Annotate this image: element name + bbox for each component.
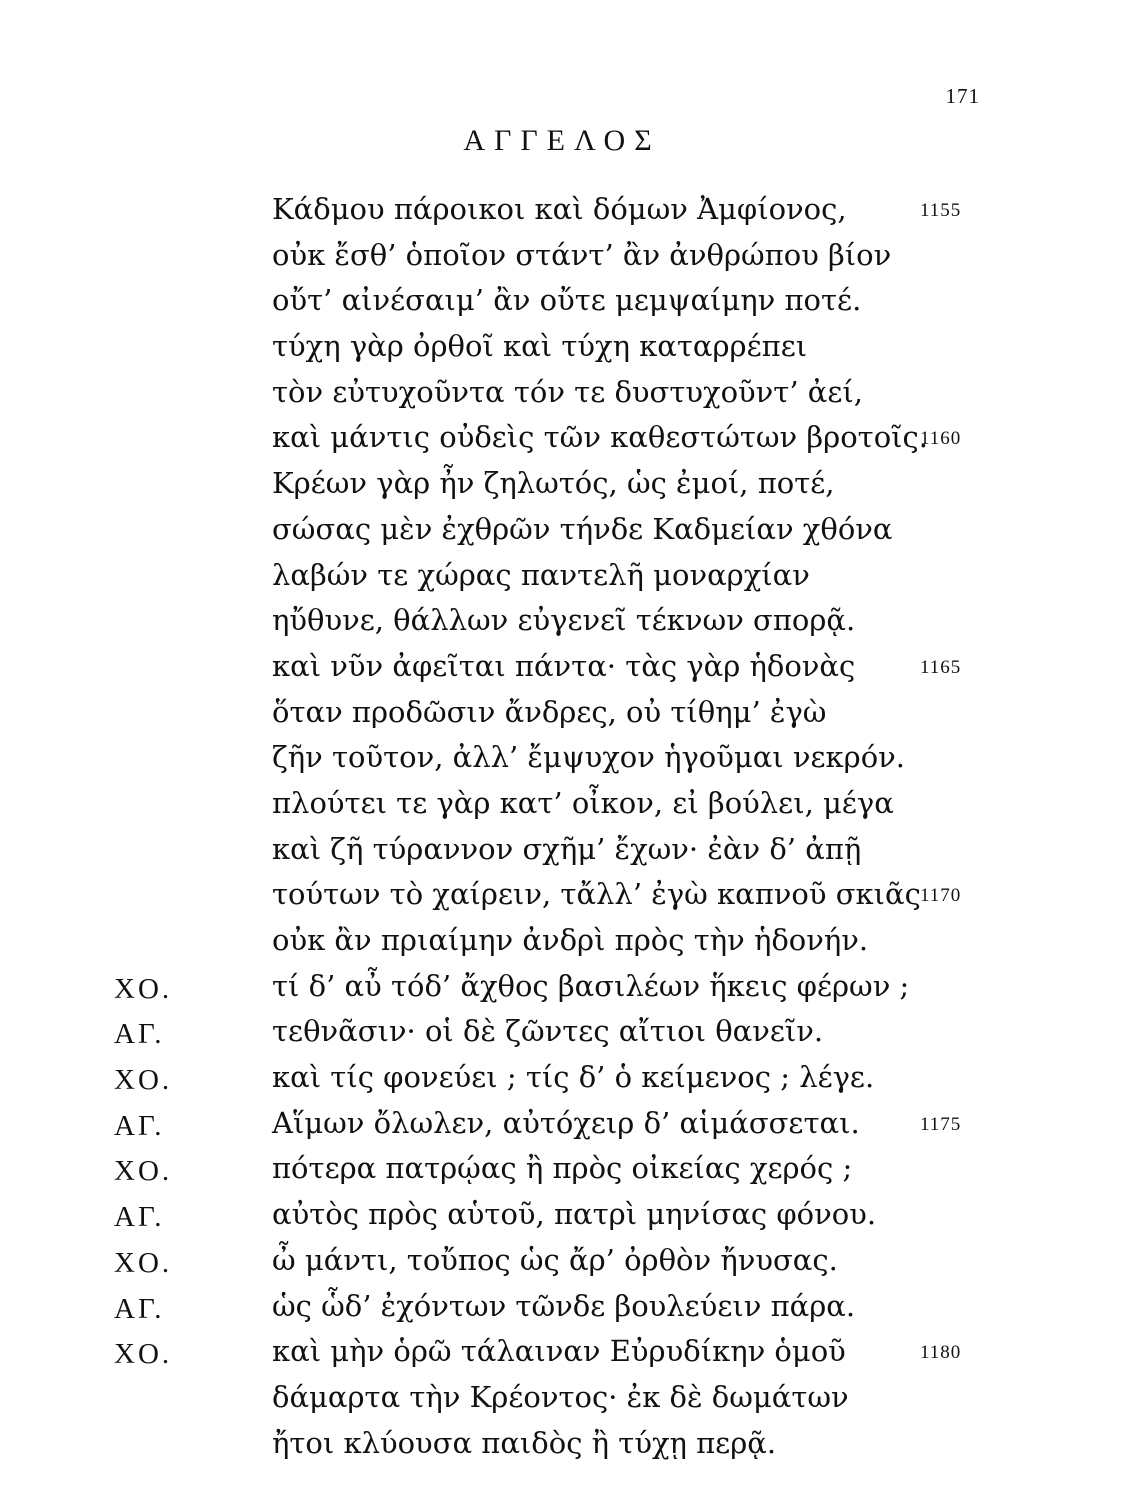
line-number: 1160 xyxy=(920,428,962,450)
verse-text: ὅταν προδῶσιν ἄνδρες, οὐ τίθημ’ ἐγὼ xyxy=(272,694,827,729)
line-number: 1180 xyxy=(920,1342,962,1364)
verse-text: ὦ μάντι, τοὔπος ὡς ἄρ’ ὀρθὸν ἤνυσας. xyxy=(272,1242,838,1277)
verse-text: σώσας μὲν ἐχθρῶν τήνδε Καδμείαν χθόνα xyxy=(272,511,893,546)
verse-text: αὐτὸς πρὸς αὑτοῦ, πατρὶ μηνίσας φόνου. xyxy=(272,1197,877,1232)
verse-line xyxy=(0,1376,1124,1422)
line-number: 1155 xyxy=(920,200,962,221)
verse-line xyxy=(0,234,1124,280)
speaker-label: ΧΟ. xyxy=(114,972,173,1005)
verse-line xyxy=(0,1193,1124,1239)
verse-text: Κάδμου πάροικοι καὶ δόμων Ἀμφίονος, xyxy=(272,192,847,226)
verse-line xyxy=(0,1422,1124,1468)
verse-line xyxy=(0,599,1124,645)
page-number: 171 xyxy=(945,84,980,108)
verse-line xyxy=(0,828,1124,874)
verse-line xyxy=(0,1147,1124,1193)
speaker-label: ΑΓ. xyxy=(114,1201,165,1234)
verse-text: Κρέων γὰρ ἦν ζηλωτός, ὡς ἐμοί, ποτέ, xyxy=(272,466,835,501)
verse-line xyxy=(0,1102,1124,1148)
verse-text: δάμαρτα τὴν Κρέοντος· ἐκ δὲ δωμάτων xyxy=(272,1379,849,1414)
verse-line xyxy=(0,279,1124,325)
verse-line xyxy=(0,919,1124,965)
verse-text: οὐκ ἔσθ’ ὁποῖον στάντ’ ἂν ἀνθρώπου βίον xyxy=(272,237,892,272)
verse-text: τί δ’ αὖ τόδ’ ἄχθος βασιλέων ἥκεις φέρων ; xyxy=(272,968,910,1003)
speaker-label: ΧΟ. xyxy=(114,1155,173,1188)
verse-text: τύχη γὰρ ὀρθοῖ καὶ τύχη καταρρέπει xyxy=(272,329,808,364)
verse-line xyxy=(0,325,1124,371)
verse-line xyxy=(0,691,1124,737)
verse-line xyxy=(0,645,1124,691)
verse-text: ὡς ὧδ’ ἐχόντων τῶνδε βουλεύειν πάρα. xyxy=(272,1288,856,1323)
verse-line xyxy=(0,1285,1124,1331)
verse-text: τούτων τὸ χαίρειν, τἄλλ’ ἐγὼ καπνοῦ σκιᾶς xyxy=(272,877,921,912)
verse-line xyxy=(0,965,1124,1011)
verse-text: καὶ ζῆ τύραννον σχῆμ’ ἔχων· ἐὰν δ’ ἀπῇ xyxy=(272,831,862,866)
verse-text: τὸν εὐτυχοῦντα τόν τε δυστυχοῦντ’ ἀεί, xyxy=(272,374,863,409)
speaker-label: ΑΓ. xyxy=(114,1018,165,1051)
speaker-label: ΧΟ. xyxy=(114,1246,173,1279)
line-number: 1170 xyxy=(920,885,962,907)
speaker-label: ΑΓ. xyxy=(114,1109,165,1142)
verse-line xyxy=(0,782,1124,828)
verse-text: οὔτ’ αἰνέσαιμ’ ἂν οὔτε μεμψαίμην ποτέ. xyxy=(272,283,862,318)
verse-text: ἤτοι κλύουσα παιδὸς ἢ τύχῃ περᾷ. xyxy=(272,1425,777,1460)
verse-line xyxy=(0,736,1124,782)
verse-text: Αἵμων ὄλωλεν, αὐτόχειρ δ’ αἱμάσσεται. xyxy=(272,1105,860,1140)
line-number: 1175 xyxy=(920,1113,962,1135)
verse-text: οὐκ ἂν πριαίμην ἀνδρὶ πρὸς τὴν ἡδονήν. xyxy=(272,923,869,957)
verse-text: καὶ νῦν ἀφεῖται πάντα· τὰς γὰρ ἡδονὰς xyxy=(272,648,856,683)
verse-text: πότερα πατρῴας ἢ πρὸς οἰκείας χερός ; xyxy=(272,1151,853,1186)
verse-line xyxy=(0,1056,1124,1102)
line-number: 1165 xyxy=(920,656,962,678)
speaker-label: ΧΟ. xyxy=(114,1338,173,1371)
verse-line xyxy=(0,1330,1124,1376)
speaker-label: ΧΟ. xyxy=(114,1064,173,1097)
verse-text: καὶ μὴν ὁρῶ τάλαιναν Εὐρυδίκην ὁμοῦ xyxy=(272,1334,846,1369)
verse-text: ηὔθυνε, θάλλων εὐγενεῖ τέκνων σπορᾷ. xyxy=(272,603,856,638)
speaker-heading: ΑΓΓΕΛΟΣ xyxy=(463,124,661,157)
verse-text: καὶ μάντις οὐδεὶς τῶν καθεστώτων βροτοῖς. xyxy=(272,420,928,455)
verse-text: καὶ τίς φονεύει ; τίς δ’ ὁ κείμενος ; λέγε. xyxy=(272,1060,875,1095)
verse-text: ζῆν τοῦτον, ἀλλ’ ἔμψυχον ἡγοῦμαι νεκρόν. xyxy=(272,740,906,775)
verse-line xyxy=(0,462,1124,508)
verse-text: πλούτει τε γὰρ κατ’ οἶκον, εἰ βούλει, μέγα xyxy=(272,785,894,820)
speaker-label: ΑΓ. xyxy=(114,1292,165,1325)
verse-line xyxy=(0,188,1124,234)
verse-block xyxy=(0,188,1124,1467)
verse-text: τεθνᾶσιν· οἱ δὲ ζῶντες αἴτιοι θανεῖν. xyxy=(272,1014,824,1049)
verse-line xyxy=(0,508,1124,554)
verse-line xyxy=(0,371,1124,417)
verse-line xyxy=(0,416,1124,462)
verse-line xyxy=(0,873,1124,919)
verse-line xyxy=(0,554,1124,600)
verse-line xyxy=(0,1010,1124,1056)
verse-text: λαβών τε χώρας παντελῆ μοναρχίαν xyxy=(272,557,810,592)
verse-line xyxy=(0,1239,1124,1285)
